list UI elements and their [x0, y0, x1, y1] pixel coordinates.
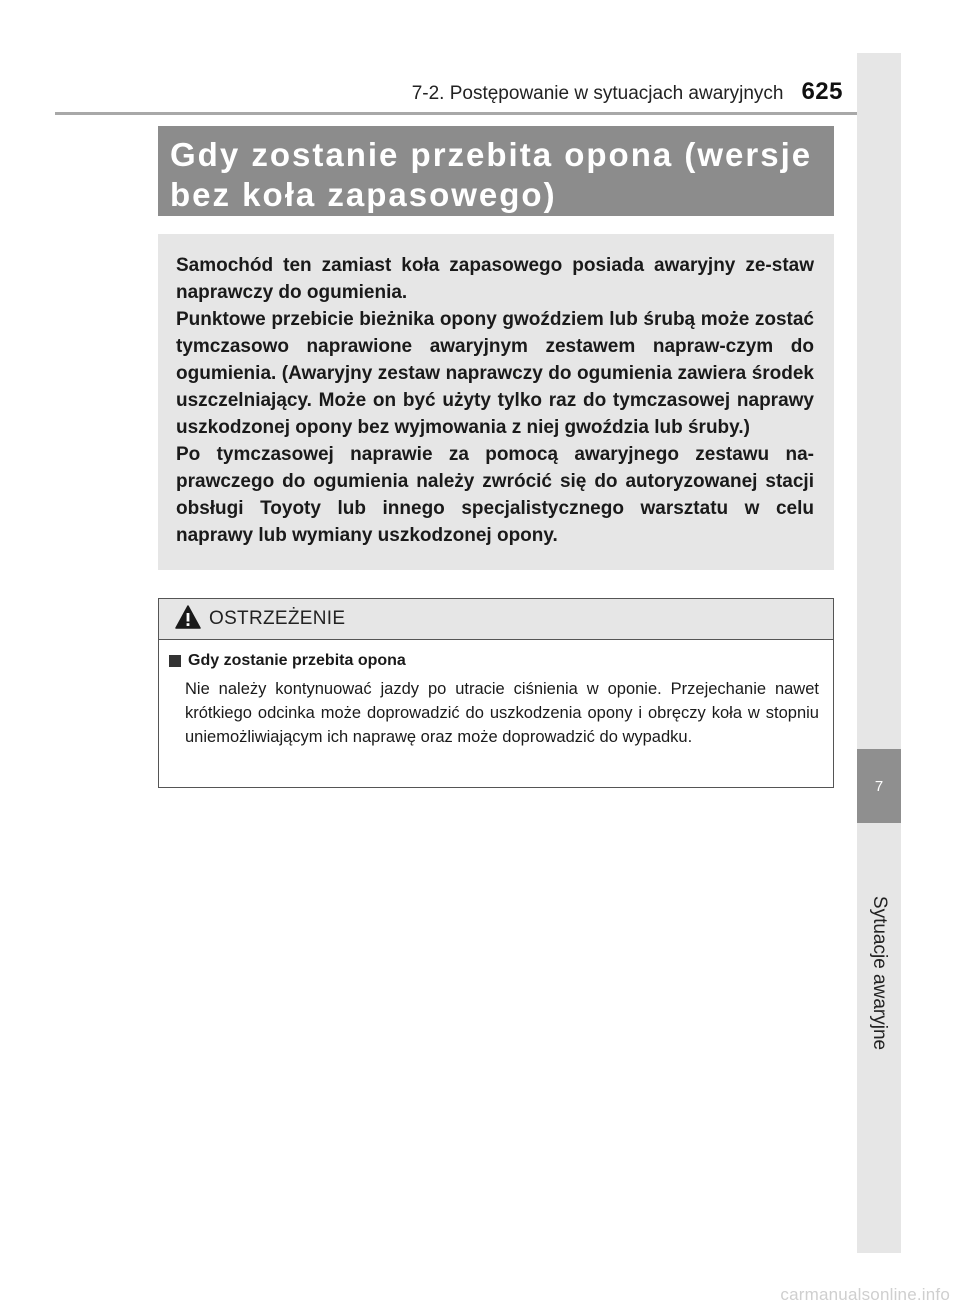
page-number: 625 [801, 78, 843, 105]
intro-paragraph-3: Po tymczasowej naprawie za pomocą awaryjnego zestawu na-prawczego do ogumienia należy zwrócić się do autoryzowanej stacji obsługi Toyoty lub innego specjalistycznego warsztatu w celu naprawy lub wymiany uszkodzonej opony. [176, 444, 814, 546]
warning-text: Nie należy kontynuować jazdy po utracie ciśnienia w oponie. Przejechanie nawet krótkiego odcinka może doprowadzić do uszkodzenia opony i obręczy koła w stopniu uniemożliwiającym ich naprawę oraz może doprowadzić do wypadku. [185, 680, 819, 746]
warning-subheading-text: Gdy zostanie przebita opona [188, 652, 406, 669]
warning-triangle-icon [175, 605, 201, 634]
intro-paragraph-2: Punktowe przebicie bieżnika opony gwoździem lub śrubą może zostać tymczasowo naprawione awaryjnym zestawem napraw-czym do ogumienia. (Awaryjny zestaw naprawczy do ogumienia zawiera środek uszczelniający. Może on być użyty tylko raz do tymczasowej naprawy uszkodzonej opony bez wyjmowania z niej gwoździa lub śruby.) [176, 309, 814, 438]
warning-subheading [169, 652, 819, 670]
chapter-number: 7 [874, 777, 884, 795]
warning-body [159, 640, 833, 749]
header-divider [55, 112, 901, 115]
chapter-side-tab [857, 53, 901, 1253]
warning-title: OSTRZEŻENIE [209, 608, 346, 629]
section-heading-line-2: bez koła zapasowego) [170, 176, 557, 213]
intro-paragraph-1: Samochód ten zamiast koła zapasowego posiada awaryjny ze-staw naprawczy do ogumienia. [176, 255, 814, 303]
section-title: 7-2. Postępowanie w sytuacjach awaryjnych [411, 83, 784, 104]
chapter-number-box [857, 749, 901, 823]
section-heading-box [158, 126, 834, 216]
warning-header [159, 599, 833, 640]
chapter-label: Sytuacje awaryjne [869, 895, 890, 1051]
section-heading-line-1: Gdy zostanie przebita opona (wersje [170, 136, 813, 173]
warning-box [158, 598, 834, 788]
footer-watermark: carmanualsonline.info [780, 1285, 950, 1304]
intro-box [158, 234, 834, 570]
page-header [55, 78, 843, 110]
square-bullet-icon [169, 655, 181, 667]
